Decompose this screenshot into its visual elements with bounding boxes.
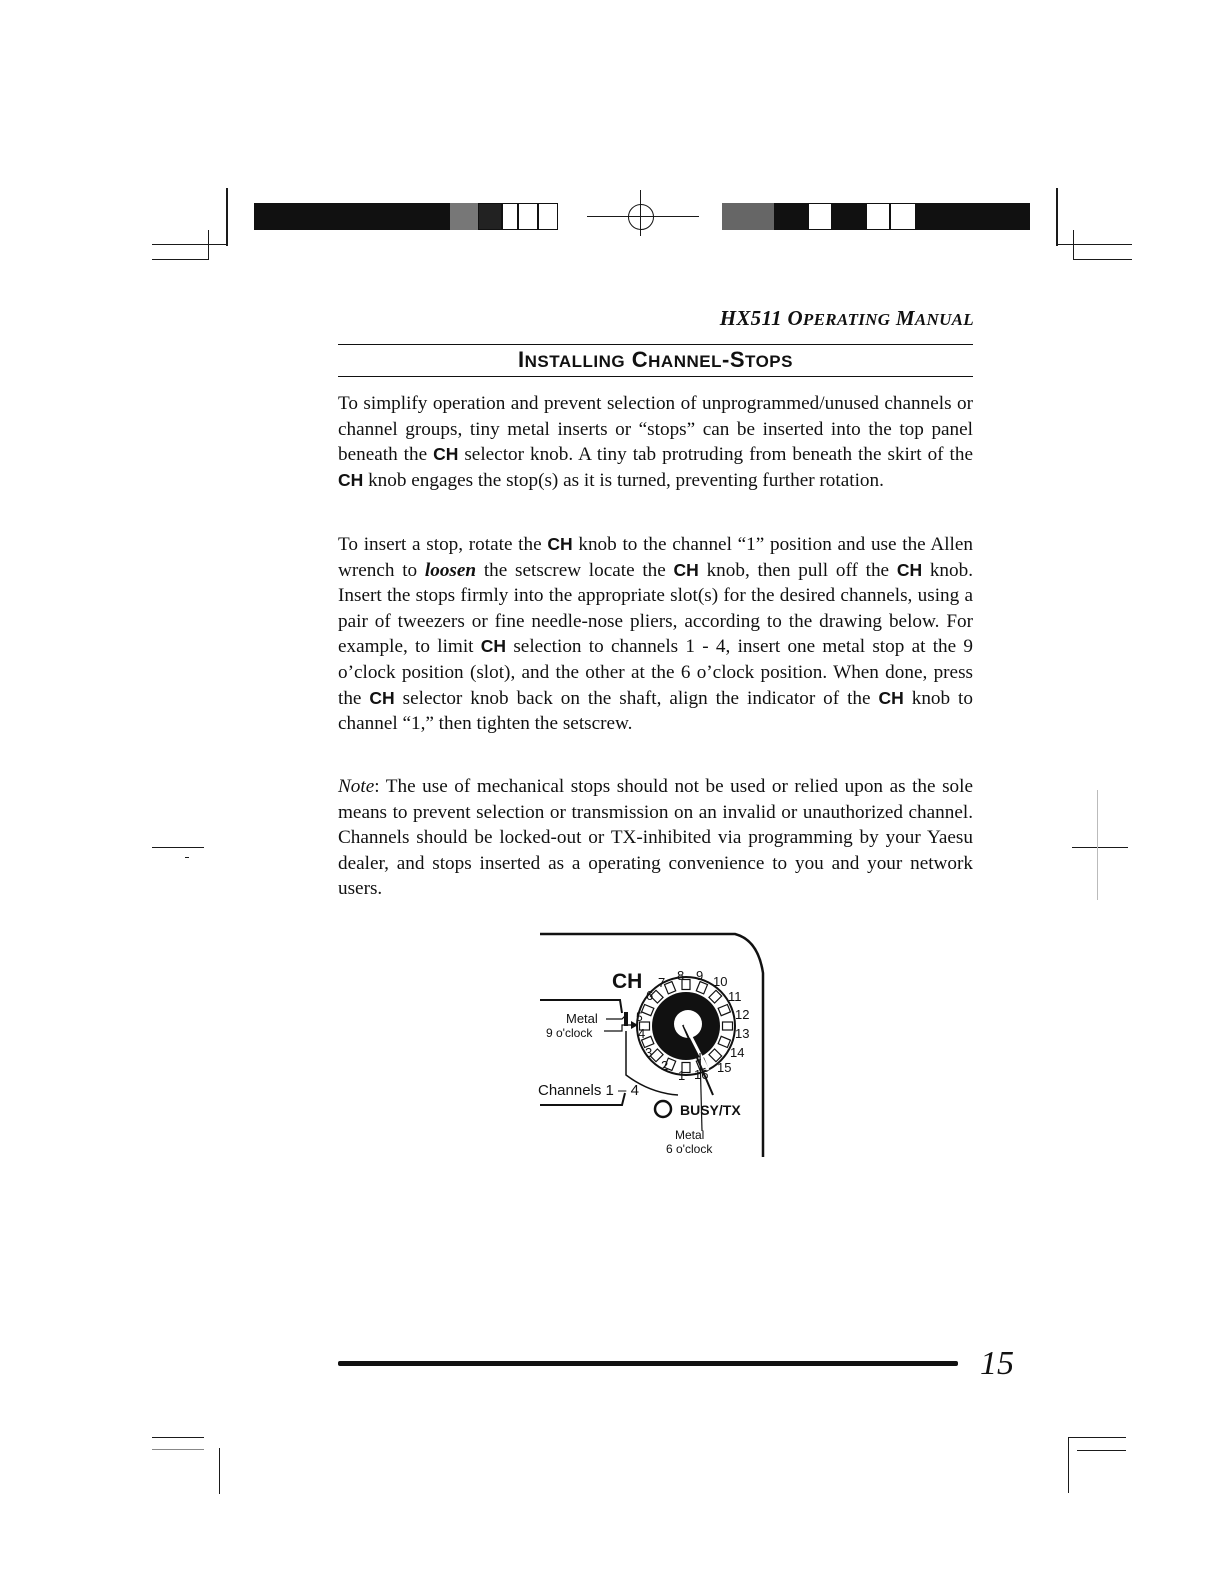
dial-slot xyxy=(664,982,675,994)
running-header-smallcaps: ANUAL xyxy=(914,310,974,329)
busy-tx-led-icon xyxy=(655,1101,671,1117)
ch-keyword: CH xyxy=(433,444,459,465)
running-header-letter: O xyxy=(787,306,803,330)
dial-slot xyxy=(709,990,722,1003)
footer-rule xyxy=(338,1361,958,1366)
ch-keyword: CH xyxy=(878,687,904,708)
channel-number: 8 xyxy=(677,968,685,983)
side-mark-right-vertical xyxy=(1097,790,1098,900)
ch-keyword: CH xyxy=(369,687,395,708)
running-header-smallcaps: PERATING xyxy=(802,310,891,329)
registration-band-box xyxy=(866,203,890,230)
registration-band-right xyxy=(916,203,1030,230)
paragraph-intro xyxy=(338,391,973,493)
dial-slot xyxy=(642,1004,654,1015)
registration-band-right xyxy=(832,203,866,230)
heading-smallcaps: TOPS xyxy=(745,352,793,371)
crop-mark-bottom-right-vertical xyxy=(1068,1437,1069,1493)
crop-mark-bottom-left-horizontal xyxy=(152,1437,204,1438)
channel-number: 10 xyxy=(713,974,728,989)
running-header-model: HX511 xyxy=(719,306,788,330)
metal-stop-9-leader xyxy=(606,1015,626,1019)
registration-band-left-gray xyxy=(450,203,478,230)
channel-number: 16 xyxy=(694,1067,709,1082)
paragraph-instructions xyxy=(338,532,973,737)
channel-number: 3 xyxy=(645,1045,653,1060)
crop-mark-bottom-left-dots xyxy=(152,1449,204,1450)
metal-stop-9-label: Metal xyxy=(566,1011,598,1026)
channel-number: 12 xyxy=(735,1007,750,1022)
heading-cap: C xyxy=(625,347,649,372)
heading-cap: -S xyxy=(722,347,745,372)
side-mark-left-tick xyxy=(185,857,189,858)
section-heading xyxy=(338,347,973,373)
dial-slot xyxy=(718,1036,730,1047)
crop-mark-top-right-horizontal xyxy=(1058,244,1132,245)
registration-crosshair-circle xyxy=(628,204,654,230)
crop-mark-top-left-vertical-2 xyxy=(208,230,209,260)
heading-smallcaps: HANNEL xyxy=(648,352,722,371)
text-run: knob. Insert the stops firmly into the appropriate slot(s) for the desired channels, using a pair of tweezers or fine needle-nose pliers, according to the drawing below. For example, to limit xyxy=(338,559,974,658)
heading-cap: I xyxy=(518,347,525,372)
page-number: 15 xyxy=(980,1345,1014,1382)
note-text: : The use of mechanical stops should not be used or relied upon as the sole means to prevent selection or transmission on an invalid or unauthorized channel. Channels should be locked-out or TX-inhibited via programming by your Yaesu dealer, and stops inserted as a operating convenience to you and your network users. xyxy=(338,776,973,900)
registration-band-box xyxy=(502,203,518,230)
channel-number: 11 xyxy=(728,989,742,1004)
channels-range-label: Channels 1 – 4 xyxy=(538,1082,639,1099)
channel-number: 9 xyxy=(696,968,704,983)
metal-stop-6-label: Metal xyxy=(675,1128,705,1142)
text-run: the setscrew locate the xyxy=(476,559,674,581)
registration-band-box xyxy=(808,203,832,230)
channel-number: 6 xyxy=(646,988,654,1003)
channel-knob-diagram xyxy=(530,925,770,1165)
channel-number: 2 xyxy=(661,1058,669,1073)
registration-band-box xyxy=(538,203,558,230)
busy-tx-label: BUSY/TX xyxy=(680,1102,741,1118)
ch-keyword: CH xyxy=(673,559,699,580)
dial-slot xyxy=(718,1004,730,1015)
metal-stop-9-marker xyxy=(624,1012,628,1026)
crop-mark-bottom-right-horizontal-2 xyxy=(1077,1450,1126,1451)
text-run: knob to channel “1,” then tighten the setscrew. xyxy=(338,687,973,735)
registration-band-box xyxy=(518,203,538,230)
channel-number: 5 xyxy=(636,1010,643,1024)
heading-rule-top xyxy=(338,344,973,345)
text-run: selector knob. A tiny tab protruding from beneath the skirt of the xyxy=(458,444,973,466)
crop-mark-top-left-vertical xyxy=(226,188,228,246)
note-label: Note xyxy=(338,776,375,797)
running-header xyxy=(720,306,974,331)
registration-band-left xyxy=(254,203,450,230)
metal-stop-6-position: 6 o'clock xyxy=(666,1142,713,1156)
side-mark-left xyxy=(152,847,204,848)
text-run: knob engages the stop(s) as it is turned, preventing further rotation. xyxy=(363,469,884,491)
ch-keyword: CH xyxy=(547,534,573,554)
text-run: selection to channels 1 - 4, insert one metal stop at the 9 o’clock position (slot), and the other at the 6 o’clock position. When done, press the xyxy=(338,636,973,709)
crop-mark-top-left-horizontal xyxy=(152,244,226,245)
text-run: knob, then pull off the xyxy=(698,559,897,581)
registration-band-right-gray xyxy=(722,203,774,230)
registration-band-box xyxy=(890,203,916,230)
text-run: knob to the channel “1” position and use the Allen wrench to xyxy=(338,534,973,581)
ch-keyword: CH xyxy=(480,636,507,657)
side-mark-right xyxy=(1072,847,1128,848)
text-run: selector knob back on the shaft, align the indicator of the xyxy=(394,687,879,709)
emphasis-loosen: loosen xyxy=(424,559,477,581)
heading-smallcaps: NSTALLING xyxy=(524,352,626,371)
text-run: To simplify operation and prevent selection of unprogrammed/unused channels or channel groups, tiny metal inserts or “stops” can be inserted into the top panel beneath the xyxy=(338,393,973,466)
ch-keyword: CH xyxy=(896,559,923,580)
registration-band-box xyxy=(478,203,502,230)
text-run: To insert a stop, rotate the xyxy=(338,534,548,555)
crop-mark-bottom-right-horizontal xyxy=(1068,1437,1126,1438)
registration-band-right xyxy=(774,203,808,230)
channel-number: 1 xyxy=(678,1068,686,1083)
running-header-letter: M xyxy=(890,306,915,330)
dial-slot xyxy=(696,982,707,994)
channel-number: 7 xyxy=(658,975,666,990)
channel-number: 4 xyxy=(638,1026,646,1041)
channel-number: 15 xyxy=(717,1060,732,1075)
knob-ch-label: CH xyxy=(612,970,643,993)
paragraph-note xyxy=(338,774,973,902)
heading-rule-bottom xyxy=(338,376,973,377)
crop-mark-top-right-vertical xyxy=(1056,188,1058,246)
crop-mark-bottom-left-vertical xyxy=(219,1448,220,1494)
crop-mark-top-right-vertical-2 xyxy=(1073,230,1074,260)
channel-number: 13 xyxy=(735,1026,750,1041)
crop-mark-top-right-horizontal-2 xyxy=(1073,259,1132,260)
dial-slot xyxy=(723,1022,733,1030)
crop-mark-top-left-horizontal-2 xyxy=(152,259,209,260)
metal-stop-9-position: 9 o'clock xyxy=(546,1026,593,1040)
channel-number: 14 xyxy=(730,1045,745,1060)
ch-keyword: CH xyxy=(338,469,364,490)
